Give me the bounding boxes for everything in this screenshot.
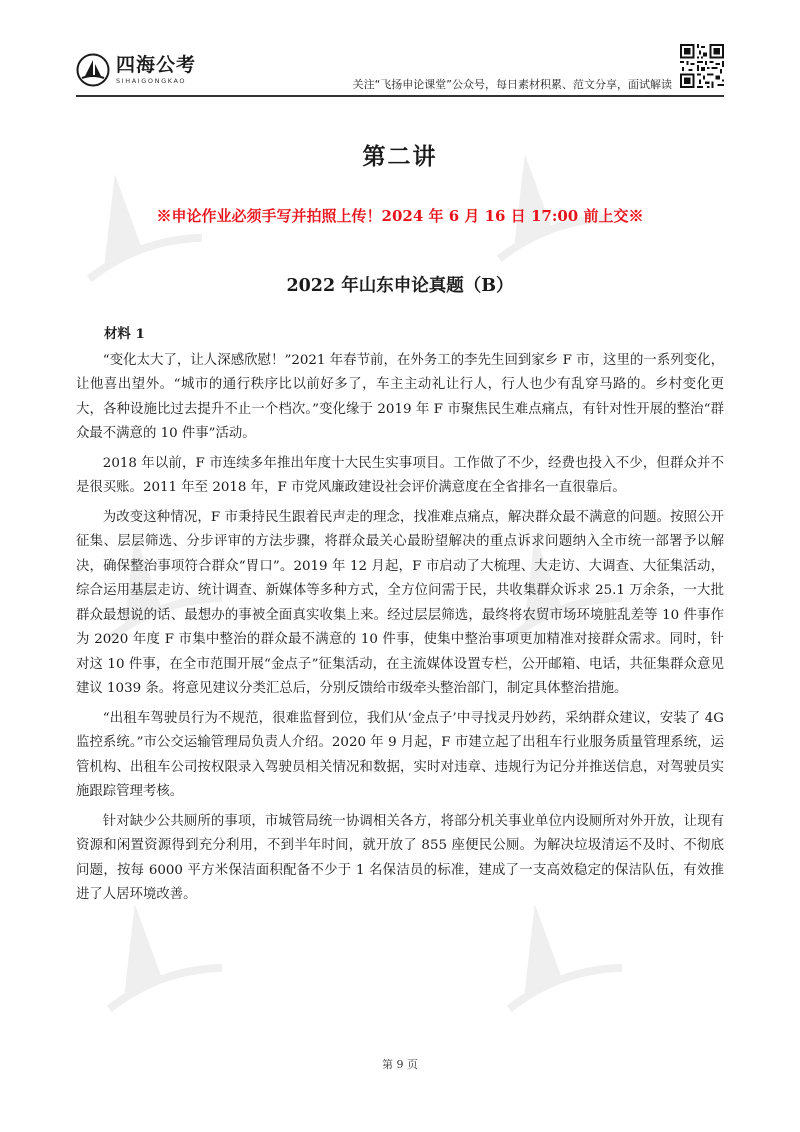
material-content	[76, 322, 724, 913]
watermark-logo	[470, 100, 730, 270]
logo-chinese-name: 四海公考	[116, 53, 197, 76]
paragraph: 为改变这种情况，F 市秉持民生跟着民声走的理念，找准难点痛点，解决群众最不满意的问题。按照公开征集、层层筛选、分步评审的方法步骤，将群众最关心最盼望解决的重点诉求问题纳入全市统一部署予以解决，确保整治事项符合群众“胃口”。2019 年 12 月起，F 市启动了大梳理、大走访、大调查、大征集活动，综合运用基层走访、统计调查、新媒体等多种方式，全方位问需于民，共收集群众诉求 25.1 万余条，一大批群众最想说的话、最想办的事被全面真实收集上来。经过层层筛选，最终将农贸市场环境脏乱差等 10 件事作为 2020 年度 F 市集中整治的群众最不满意的 10 件事，使集中整治事项更加精准对接群众需求。同时，针对这 10 件事，在全市范围开展“金点子”征集活动，在主流媒体设置专栏，公开邮箱、电话，共征集群众意见建议 1039 条。将意见建议分类汇总后，分别反馈给市级牵头整治部门，制定具体整治措施。	[76, 509, 724, 696]
page-header	[0, 0, 800, 100]
exam-paper-title: 2022 年山东申论真题（B）	[286, 276, 514, 296]
header-tagline: 关注“飞扬申论课堂”公众号，每日素材积累、范文分享，面试解读	[352, 78, 672, 91]
paragraph: “变化太大了，让人深感欣慰！”2021 年春节前，在外务工的李先生回到家乡 F 市，这里的一系列变化，让他喜出望外。“城市的通行秩序比以前好多了，车主主动礼让行人，行人也少有乱穿马路的。乡村变化更大，各种设施比过去提升不止一个档次。”变化缘于 2019 年 F 市聚焦民生难点痛点，有针对性开展的整治“群众最不满意的 10 件事”活动。	[76, 352, 724, 441]
paragraph: 针对缺少公共厕所的事项，市城管局统一协调相关各方，将部分机关事业单位内设厕所对外开放，让现有资源和闲置资源得到充分利用，不到半年时间，就开放了 855 座便民公厕。为解决垃圾清运不及时、不彻底问题，按每 6000 平方米保洁面积配备不少于 1 名保洁员的标准，建成了一支高效稳定的保洁队伍，有效推进了人居环境改善。	[76, 813, 724, 902]
qr-code-icon	[680, 44, 724, 88]
header-divider	[76, 95, 724, 97]
section-label: 材料 1	[104, 326, 145, 342]
paragraph: “出租车驾驶员行为不规范，很难监督到位，我们从‘金点子’中寻找灵丹妙药，采纳群众建议，安装了 4G 监控系统。”市公交运输管理局负责人介绍。2020 年 9 月起，F 市建立起了出租车行业服务质量管理系统，运管机构、出租车公司按权限录入驾驶员相关情况和数据，实时对违章、违规行为记分并推送信息，对驾驶员实施跟踪管理考核。	[76, 710, 724, 799]
paragraph: 2018 年以前，F 市连续多年推出年度十大民生实事项目。工作做了不少，经费也投入不少，但群众并不是很买账。2011 年至 2018 年，F 市党风廉政建设社会评价满意度在全省排名一直很靠后。	[76, 455, 724, 495]
sailboat-logo-icon	[76, 53, 110, 87]
brand-logo	[76, 50, 206, 90]
logo-english-name: SIHAIGONGKAO	[116, 76, 187, 85]
homework-notice: ※申论作业必须手写并拍照上传！2024 年 6 月 16 日 17:00 前上交※	[156, 207, 644, 225]
page-number: 第 9 页	[382, 1058, 418, 1071]
lecture-title: 第二讲	[362, 143, 438, 170]
